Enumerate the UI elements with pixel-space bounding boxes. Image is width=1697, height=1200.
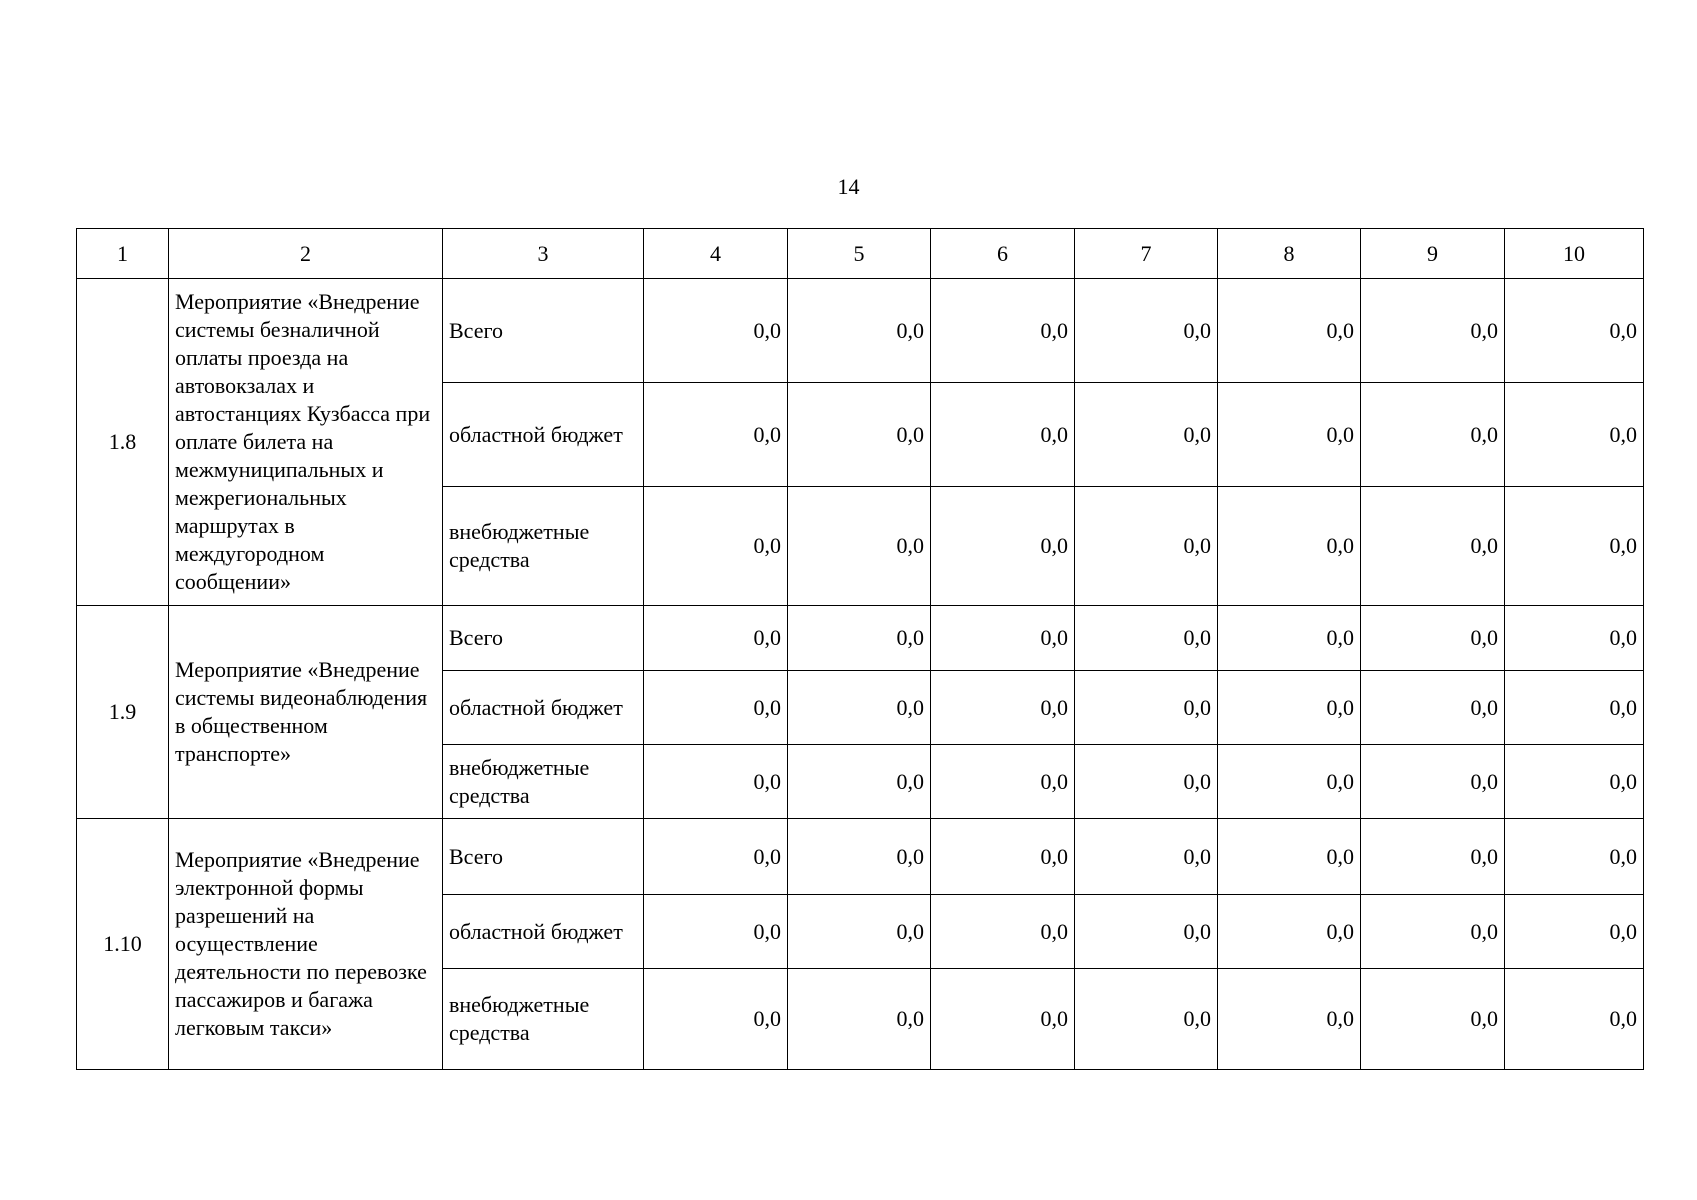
value-cell: 0,0 <box>788 969 931 1070</box>
table-row <box>77 279 1644 383</box>
column-header: 2 <box>169 229 443 279</box>
value-cell: 0,0 <box>644 383 788 487</box>
value-cell: 0,0 <box>788 487 931 606</box>
value-cell: 0,0 <box>788 383 931 487</box>
item-name: Мероприятие «Внедрение системы видеонаблюдения в общественном транспорте» <box>169 606 443 819</box>
column-header: 3 <box>443 229 644 279</box>
column-header: 9 <box>1361 229 1505 279</box>
value-cell: 0,0 <box>1361 487 1505 606</box>
value-cell: 0,0 <box>1218 487 1361 606</box>
value-cell: 0,0 <box>1218 969 1361 1070</box>
item-number: 1.8 <box>77 279 169 606</box>
table-row <box>77 819 1644 895</box>
column-header: 4 <box>644 229 788 279</box>
funding-source: Всего <box>443 819 644 895</box>
value-cell: 0,0 <box>788 895 931 969</box>
value-cell: 0,0 <box>1505 606 1644 671</box>
column-header: 8 <box>1218 229 1361 279</box>
column-header: 10 <box>1505 229 1644 279</box>
value-cell: 0,0 <box>1505 383 1644 487</box>
value-cell: 0,0 <box>1361 606 1505 671</box>
budget-table <box>76 228 1644 1070</box>
table-header-row <box>77 229 1644 279</box>
value-cell: 0,0 <box>1218 279 1361 383</box>
value-cell: 0,0 <box>644 487 788 606</box>
value-cell: 0,0 <box>1075 969 1218 1070</box>
value-cell: 0,0 <box>1218 606 1361 671</box>
column-header: 7 <box>1075 229 1218 279</box>
value-cell: 0,0 <box>931 969 1075 1070</box>
value-cell: 0,0 <box>788 745 931 819</box>
funding-source: областной бюджет <box>443 383 644 487</box>
value-cell: 0,0 <box>1075 895 1218 969</box>
funding-source: областной бюджет <box>443 895 644 969</box>
value-cell: 0,0 <box>931 895 1075 969</box>
value-cell: 0,0 <box>1361 895 1505 969</box>
column-header: 1 <box>77 229 169 279</box>
value-cell: 0,0 <box>1075 745 1218 819</box>
value-cell: 0,0 <box>1075 383 1218 487</box>
value-cell: 0,0 <box>1361 745 1505 819</box>
value-cell: 0,0 <box>931 671 1075 745</box>
value-cell: 0,0 <box>931 745 1075 819</box>
value-cell: 0,0 <box>644 969 788 1070</box>
value-cell: 0,0 <box>644 606 788 671</box>
value-cell: 0,0 <box>1361 819 1505 895</box>
value-cell: 0,0 <box>1218 383 1361 487</box>
value-cell: 0,0 <box>1361 383 1505 487</box>
funding-source: внебюджетные средства <box>443 487 644 606</box>
item-number: 1.10 <box>77 819 169 1070</box>
value-cell: 0,0 <box>1218 819 1361 895</box>
value-cell: 0,0 <box>1505 819 1644 895</box>
funding-source: областной бюджет <box>443 671 644 745</box>
value-cell: 0,0 <box>1361 671 1505 745</box>
item-name: Мероприятие «Внедрение системы безналичной оплаты проезда на автовокзалах и автостанциях Кузбасса при оплате билета на межмуниципальных и межрегиональных маршрутах в междугородном сообщении» <box>169 279 443 606</box>
value-cell: 0,0 <box>1505 671 1644 745</box>
value-cell: 0,0 <box>644 819 788 895</box>
table-row <box>77 606 1644 671</box>
value-cell: 0,0 <box>1505 895 1644 969</box>
value-cell: 0,0 <box>1218 895 1361 969</box>
value-cell: 0,0 <box>931 819 1075 895</box>
value-cell: 0,0 <box>1361 969 1505 1070</box>
value-cell: 0,0 <box>1505 745 1644 819</box>
value-cell: 0,0 <box>1075 819 1218 895</box>
value-cell: 0,0 <box>1505 279 1644 383</box>
value-cell: 0,0 <box>788 671 931 745</box>
value-cell: 0,0 <box>1218 671 1361 745</box>
page-number: 14 <box>837 174 860 199</box>
column-header: 5 <box>788 229 931 279</box>
value-cell: 0,0 <box>931 279 1075 383</box>
value-cell: 0,0 <box>788 279 931 383</box>
value-cell: 0,0 <box>1218 745 1361 819</box>
value-cell: 0,0 <box>1075 279 1218 383</box>
value-cell: 0,0 <box>1075 606 1218 671</box>
value-cell: 0,0 <box>931 606 1075 671</box>
funding-source: внебюджетные средства <box>443 969 644 1070</box>
item-number: 1.9 <box>77 606 169 819</box>
value-cell: 0,0 <box>931 383 1075 487</box>
value-cell: 0,0 <box>1505 487 1644 606</box>
item-name: Мероприятие «Внедрение электронной формы разрешений на осуществление деятельности по перевозке пассажиров и багажа легковым такси» <box>169 819 443 1070</box>
value-cell: 0,0 <box>788 606 931 671</box>
funding-source: внебюджетные средства <box>443 745 644 819</box>
value-cell: 0,0 <box>1361 279 1505 383</box>
value-cell: 0,0 <box>644 745 788 819</box>
value-cell: 0,0 <box>788 819 931 895</box>
value-cell: 0,0 <box>1075 671 1218 745</box>
value-cell: 0,0 <box>644 895 788 969</box>
value-cell: 0,0 <box>931 487 1075 606</box>
funding-source: Всего <box>443 279 644 383</box>
funding-source: Всего <box>443 606 644 671</box>
column-header: 6 <box>931 229 1075 279</box>
value-cell: 0,0 <box>1505 969 1644 1070</box>
value-cell: 0,0 <box>1075 487 1218 606</box>
value-cell: 0,0 <box>644 671 788 745</box>
value-cell: 0,0 <box>644 279 788 383</box>
